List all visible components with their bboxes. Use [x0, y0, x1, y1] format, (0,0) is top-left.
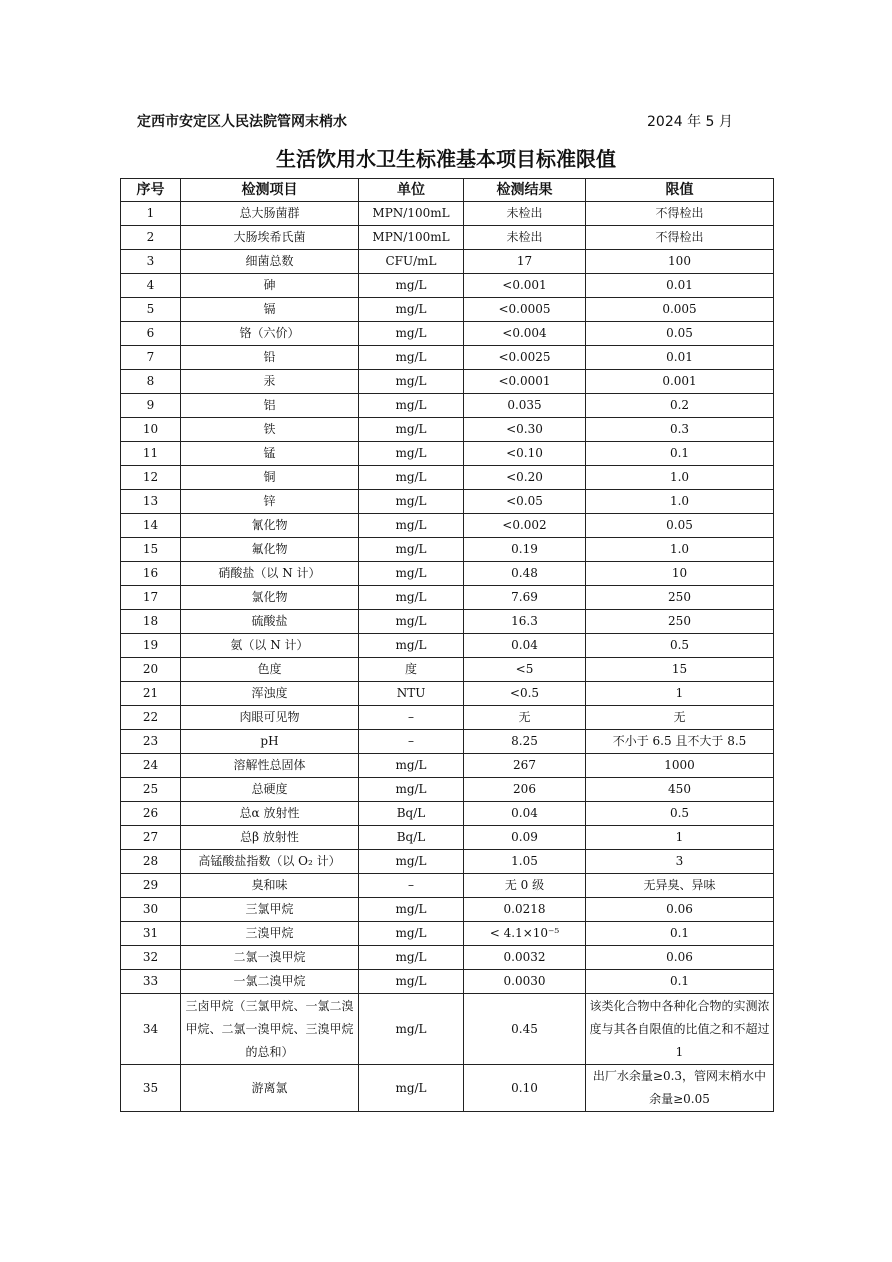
cell-index: 13: [121, 490, 181, 514]
cell-limit: 不得检出: [586, 202, 774, 226]
cell-unit: mg/L: [359, 850, 464, 874]
cell-index: 9: [121, 394, 181, 418]
cell-unit: 度: [359, 658, 464, 682]
cell-result: 0.0032: [464, 946, 586, 970]
cell-index: 26: [121, 802, 181, 826]
cell-item: 臭和味: [181, 874, 359, 898]
cell-limit: 0.1: [586, 970, 774, 994]
cell-item: 浑浊度: [181, 682, 359, 706]
cell-result: 16.3: [464, 610, 586, 634]
cell-result: <0.002: [464, 514, 586, 538]
cell-index: 29: [121, 874, 181, 898]
table-row: [121, 826, 774, 850]
cell-limit: 3: [586, 850, 774, 874]
cell-index: 1: [121, 202, 181, 226]
cell-result: 0.035: [464, 394, 586, 418]
column-header-index: 序号: [121, 179, 181, 202]
cell-index: 12: [121, 466, 181, 490]
cell-limit: 1000: [586, 754, 774, 778]
cell-result: <0.0001: [464, 370, 586, 394]
cell-index: 20: [121, 658, 181, 682]
cell-unit: mg/L: [359, 418, 464, 442]
cell-result: <0.001: [464, 274, 586, 298]
table-row: [121, 778, 774, 802]
table-row: [121, 562, 774, 586]
cell-item: 细菌总数: [181, 250, 359, 274]
table-row: [121, 970, 774, 994]
table-row: [121, 634, 774, 658]
cell-unit: mg/L: [359, 970, 464, 994]
table-row: [121, 202, 774, 226]
cell-item: 游离氯: [181, 1065, 359, 1112]
cell-result: <0.20: [464, 466, 586, 490]
cell-index: 24: [121, 754, 181, 778]
cell-item: 高锰酸盐指数（以 O₂ 计）: [181, 850, 359, 874]
cell-limit: 0.1: [586, 442, 774, 466]
cell-limit: 不得检出: [586, 226, 774, 250]
cell-result: <0.004: [464, 322, 586, 346]
table-row: [121, 466, 774, 490]
cell-limit: 0.5: [586, 634, 774, 658]
cell-index: 18: [121, 610, 181, 634]
cell-result: <0.30: [464, 418, 586, 442]
cell-unit: mg/L: [359, 610, 464, 634]
cell-unit: mg/L: [359, 562, 464, 586]
table-header-row: [121, 179, 774, 202]
cell-result: 0.10: [464, 1065, 586, 1112]
table-row: [121, 346, 774, 370]
table-row: [121, 754, 774, 778]
cell-unit: mg/L: [359, 346, 464, 370]
standards-table: [120, 178, 774, 1112]
cell-result: 无 0 级: [464, 874, 586, 898]
cell-item: 三氯甲烷: [181, 898, 359, 922]
cell-limit: 0.1: [586, 922, 774, 946]
cell-item: 铬（六价）: [181, 322, 359, 346]
cell-index: 34: [121, 994, 181, 1065]
table-row: [121, 274, 774, 298]
cell-limit: 0.005: [586, 298, 774, 322]
cell-result: 1.05: [464, 850, 586, 874]
cell-index: 4: [121, 274, 181, 298]
table-row: [121, 946, 774, 970]
cell-index: 27: [121, 826, 181, 850]
column-header-unit: 单位: [359, 179, 464, 202]
cell-limit: 10: [586, 562, 774, 586]
cell-limit: 450: [586, 778, 774, 802]
cell-limit: 该类化合物中各种化合物的实测浓度与其各自限值的比值之和不超过 1: [586, 994, 774, 1065]
cell-index: 32: [121, 946, 181, 970]
table-row: [121, 250, 774, 274]
cell-limit: 0.01: [586, 274, 774, 298]
cell-result: 267: [464, 754, 586, 778]
cell-limit: 不小于 6.5 且不大于 8.5: [586, 730, 774, 754]
cell-unit: –: [359, 874, 464, 898]
column-header-item: 检测项目: [181, 179, 359, 202]
cell-item: 铁: [181, 418, 359, 442]
cell-item: 硝酸盐（以 N 计）: [181, 562, 359, 586]
cell-unit: Bq/L: [359, 802, 464, 826]
cell-result: 无: [464, 706, 586, 730]
cell-index: 10: [121, 418, 181, 442]
cell-item: pH: [181, 730, 359, 754]
cell-limit: 1.0: [586, 490, 774, 514]
cell-index: 5: [121, 298, 181, 322]
cell-limit: 15: [586, 658, 774, 682]
cell-index: 30: [121, 898, 181, 922]
cell-item: 总α 放射性: [181, 802, 359, 826]
table-row: [121, 898, 774, 922]
cell-limit: 0.01: [586, 346, 774, 370]
cell-unit: CFU/mL: [359, 250, 464, 274]
table-row: [121, 322, 774, 346]
cell-index: 15: [121, 538, 181, 562]
cell-item: 肉眼可见物: [181, 706, 359, 730]
cell-item: 大肠埃希氏菌: [181, 226, 359, 250]
cell-item: 铝: [181, 394, 359, 418]
column-header-limit: 限值: [586, 179, 774, 202]
cell-unit: mg/L: [359, 898, 464, 922]
table-row: [121, 418, 774, 442]
cell-index: 3: [121, 250, 181, 274]
cell-limit: 出厂水余量≥0.3，管网末梢水中余量≥0.05: [586, 1065, 774, 1112]
cell-index: 8: [121, 370, 181, 394]
table-row: [121, 850, 774, 874]
cell-index: 19: [121, 634, 181, 658]
table-row: [121, 226, 774, 250]
cell-item: 溶解性总固体: [181, 754, 359, 778]
cell-index: 33: [121, 970, 181, 994]
cell-limit: 0.06: [586, 898, 774, 922]
cell-item: 氰化物: [181, 514, 359, 538]
cell-index: 22: [121, 706, 181, 730]
cell-result: 未检出: [464, 202, 586, 226]
report-location: 定西市安定区人民法院管网末梢水: [137, 114, 347, 130]
cell-limit: 1.0: [586, 538, 774, 562]
cell-index: 2: [121, 226, 181, 250]
cell-item: 总大肠菌群: [181, 202, 359, 226]
cell-limit: 无: [586, 706, 774, 730]
cell-result: 0.19: [464, 538, 586, 562]
cell-item: 二氯一溴甲烷: [181, 946, 359, 970]
table-row: [121, 514, 774, 538]
cell-unit: MPN/100mL: [359, 226, 464, 250]
report-date: 2024 年 5 月: [647, 114, 733, 130]
cell-item: 汞: [181, 370, 359, 394]
cell-result: <0.5: [464, 682, 586, 706]
cell-result: < 4.1×10⁻⁵: [464, 922, 586, 946]
cell-item: 一氯二溴甲烷: [181, 970, 359, 994]
cell-result: 0.09: [464, 826, 586, 850]
cell-unit: mg/L: [359, 778, 464, 802]
cell-unit: NTU: [359, 682, 464, 706]
cell-index: 25: [121, 778, 181, 802]
cell-item: 锰: [181, 442, 359, 466]
cell-unit: mg/L: [359, 754, 464, 778]
cell-result: 7.69: [464, 586, 586, 610]
cell-limit: 0.05: [586, 514, 774, 538]
cell-unit: mg/L: [359, 298, 464, 322]
cell-result: 0.0218: [464, 898, 586, 922]
cell-unit: MPN/100mL: [359, 202, 464, 226]
cell-result: 17: [464, 250, 586, 274]
cell-unit: mg/L: [359, 586, 464, 610]
cell-item: 氯化物: [181, 586, 359, 610]
table-row: [121, 682, 774, 706]
cell-result: 0.0030: [464, 970, 586, 994]
cell-index: 23: [121, 730, 181, 754]
cell-result: <0.0005: [464, 298, 586, 322]
cell-item: 色度: [181, 658, 359, 682]
table-row: [121, 706, 774, 730]
cell-limit: 0.06: [586, 946, 774, 970]
cell-limit: 0.001: [586, 370, 774, 394]
table-row: [121, 394, 774, 418]
cell-index: 17: [121, 586, 181, 610]
cell-unit: mg/L: [359, 274, 464, 298]
cell-result: 0.48: [464, 562, 586, 586]
cell-item: 铜: [181, 466, 359, 490]
cell-unit: Bq/L: [359, 826, 464, 850]
cell-unit: –: [359, 730, 464, 754]
cell-unit: mg/L: [359, 922, 464, 946]
table-row: [121, 610, 774, 634]
cell-unit: mg/L: [359, 538, 464, 562]
cell-index: 16: [121, 562, 181, 586]
cell-unit: mg/L: [359, 634, 464, 658]
cell-item: 三溴甲烷: [181, 922, 359, 946]
cell-item: 总硬度: [181, 778, 359, 802]
cell-item: 镉: [181, 298, 359, 322]
cell-result: <0.05: [464, 490, 586, 514]
cell-index: 31: [121, 922, 181, 946]
cell-unit: mg/L: [359, 370, 464, 394]
table-row: [121, 874, 774, 898]
table-row: [121, 922, 774, 946]
cell-item: 铅: [181, 346, 359, 370]
table-row: [121, 802, 774, 826]
cell-result: <0.10: [464, 442, 586, 466]
cell-item: 砷: [181, 274, 359, 298]
cell-unit: mg/L: [359, 994, 464, 1065]
table-row: [121, 490, 774, 514]
cell-limit: 250: [586, 610, 774, 634]
cell-limit: 0.5: [586, 802, 774, 826]
cell-index: 14: [121, 514, 181, 538]
table-row: [121, 370, 774, 394]
cell-item: 锌: [181, 490, 359, 514]
cell-index: 21: [121, 682, 181, 706]
cell-limit: 0.2: [586, 394, 774, 418]
cell-limit: 1: [586, 826, 774, 850]
cell-unit: mg/L: [359, 466, 464, 490]
cell-unit: mg/L: [359, 442, 464, 466]
cell-index: 28: [121, 850, 181, 874]
cell-unit: mg/L: [359, 322, 464, 346]
cell-result: <0.0025: [464, 346, 586, 370]
cell-limit: 1.0: [586, 466, 774, 490]
cell-unit: mg/L: [359, 1065, 464, 1112]
cell-limit: 0.05: [586, 322, 774, 346]
cell-limit: 无异臭、异味: [586, 874, 774, 898]
cell-index: 35: [121, 1065, 181, 1112]
cell-result: 0.04: [464, 634, 586, 658]
cell-unit: mg/L: [359, 394, 464, 418]
cell-index: 7: [121, 346, 181, 370]
table-row: [121, 658, 774, 682]
cell-unit: mg/L: [359, 490, 464, 514]
table-row: [121, 442, 774, 466]
table-row: [121, 1065, 774, 1112]
cell-result: <5: [464, 658, 586, 682]
table-row: [121, 298, 774, 322]
cell-limit: 0.3: [586, 418, 774, 442]
column-header-result: 检测结果: [464, 179, 586, 202]
cell-item: 氟化物: [181, 538, 359, 562]
cell-unit: –: [359, 706, 464, 730]
table-row: [121, 730, 774, 754]
cell-index: 6: [121, 322, 181, 346]
table-row: [121, 586, 774, 610]
cell-result: 0.04: [464, 802, 586, 826]
cell-unit: mg/L: [359, 514, 464, 538]
cell-result: 206: [464, 778, 586, 802]
cell-index: 11: [121, 442, 181, 466]
cell-limit: 250: [586, 586, 774, 610]
cell-limit: 1: [586, 682, 774, 706]
table-row: [121, 538, 774, 562]
table-row: [121, 994, 774, 1065]
cell-result: 0.45: [464, 994, 586, 1065]
cell-item: 三卤甲烷（三氯甲烷、一氯二溴甲烷、二氯一溴甲烷、三溴甲烷的总和）: [181, 994, 359, 1065]
cell-result: 8.25: [464, 730, 586, 754]
cell-item: 总β 放射性: [181, 826, 359, 850]
cell-item: 氨（以 N 计）: [181, 634, 359, 658]
cell-limit: 100: [586, 250, 774, 274]
cell-unit: mg/L: [359, 946, 464, 970]
cell-result: 未检出: [464, 226, 586, 250]
page-title: 生活饮用水卫生标准基本项目标准限值: [276, 147, 616, 171]
cell-item: 硫酸盐: [181, 610, 359, 634]
